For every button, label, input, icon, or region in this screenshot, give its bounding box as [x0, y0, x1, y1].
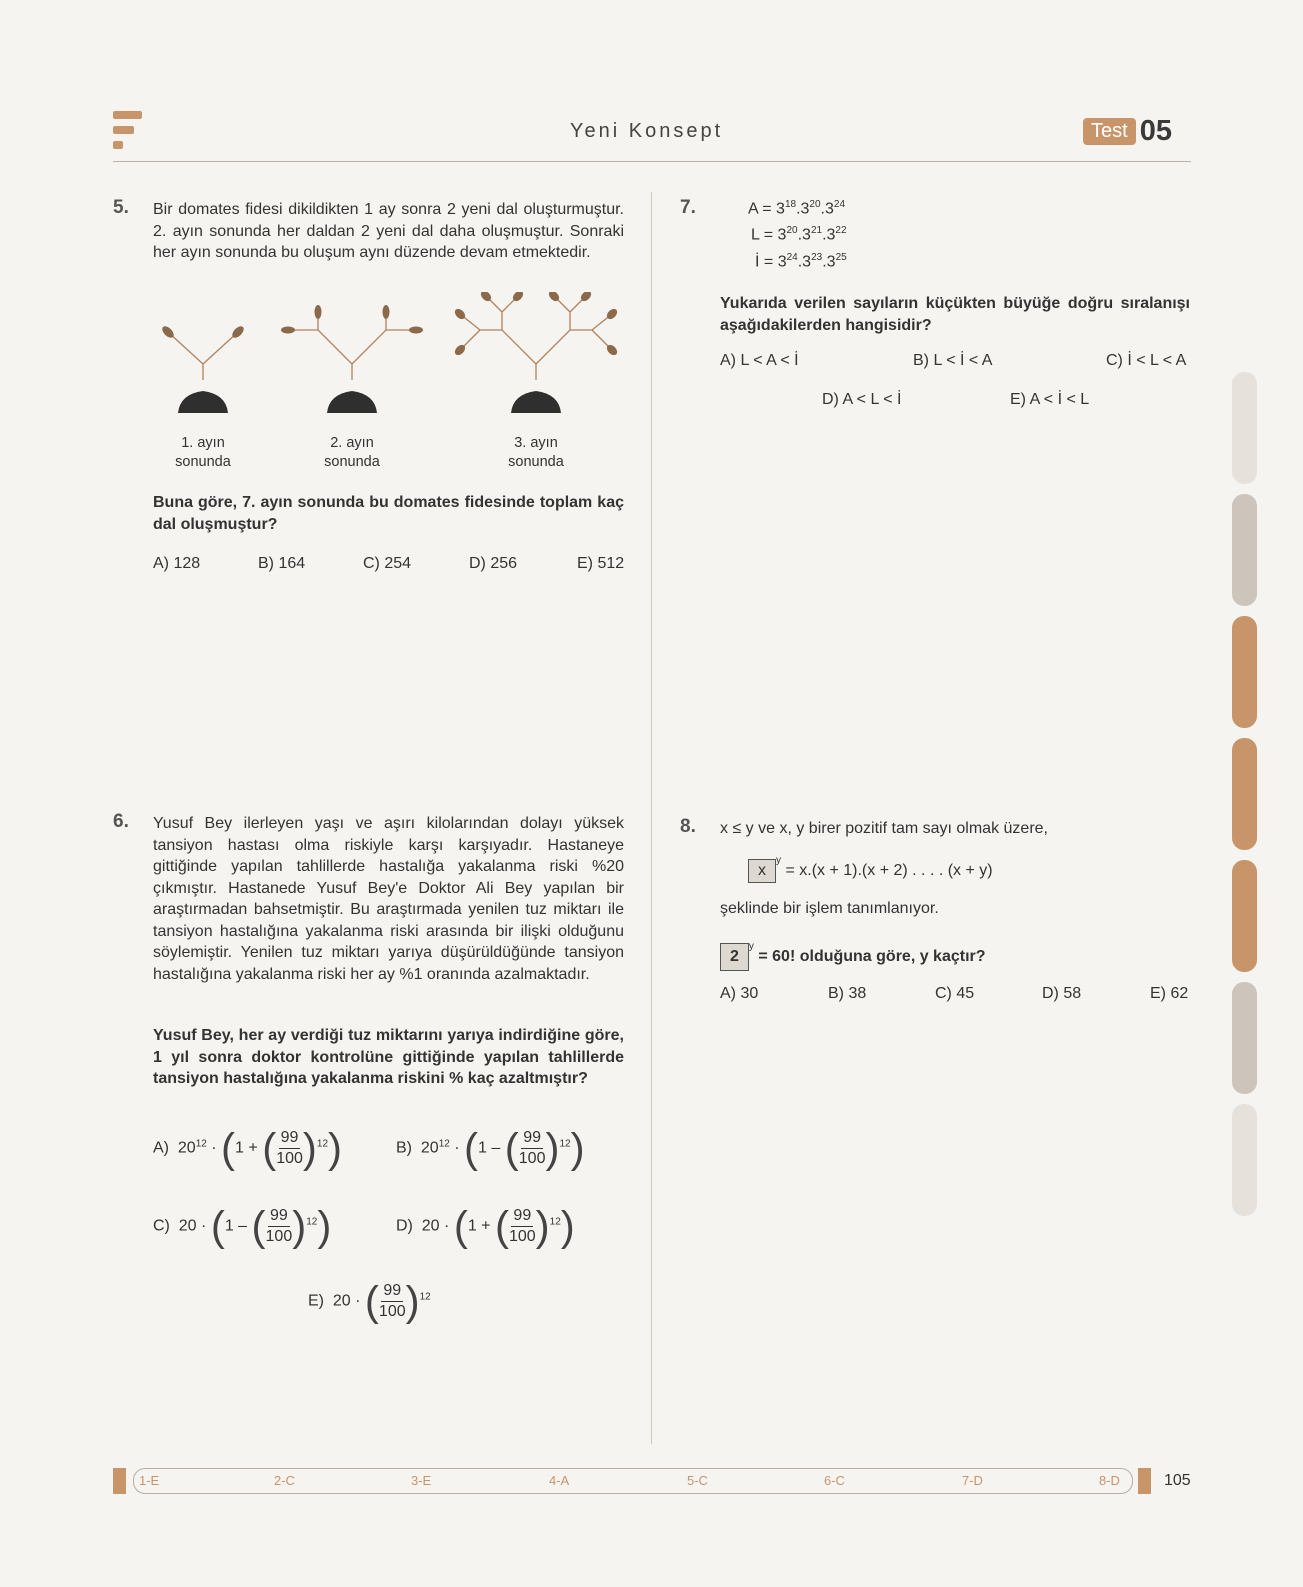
footer-marker-right	[1138, 1468, 1151, 1494]
header-divider	[113, 161, 1191, 162]
q5-caption-2: 2. ayın sonunda	[324, 435, 380, 470]
q6-option-d[interactable]: D) 20 · (1 + ( $\frac{99}{100}$ )$^{12}$)	[396, 1202, 575, 1250]
answer-key-3: 3-E	[411, 1473, 432, 1488]
side-tab-6[interactable]	[1232, 982, 1257, 1094]
q8-option-a[interactable]: A) 30	[720, 985, 759, 1002]
side-tab-3[interactable]	[1232, 616, 1257, 728]
q5-question: Buna göre, 7. ayın sonunda bu domates fidesinde toplam kaç dal oluşmuştur?	[153, 494, 624, 533]
q6-option-c[interactable]: C) 20 · (1 – ( $\frac{99}{100}$ )$^{12}$)	[153, 1202, 332, 1250]
q6-option-e[interactable]: E) 20 · ( $\frac{99}{100}$ )$^{12}$	[308, 1277, 431, 1325]
side-tab-7[interactable]	[1232, 1104, 1257, 1216]
q7-question: Yukarıda verilen sayıların küçükten büyüğe doğru sıralanışı aşağıdakilerden hangisidir?	[720, 295, 1190, 334]
q7-option-d[interactable]: D) A < L < İ	[822, 391, 902, 408]
q7-number: 7.	[680, 197, 696, 218]
side-tab-2[interactable]	[1232, 494, 1257, 606]
q5-option-c[interactable]: C) 254	[363, 555, 412, 572]
q8-option-e[interactable]: E) 62	[1150, 985, 1189, 1002]
q8-operator-box: x	[748, 859, 776, 883]
q8-question: $2^y = 60$! olduğuna göre, y kaçtır?	[720, 936, 986, 971]
q8-option-c[interactable]: C) 45	[935, 985, 975, 1002]
answer-key-1: 1-E	[139, 1473, 160, 1488]
q5-number: 5.	[113, 197, 129, 218]
q6-option-b[interactable]: B) $20^{12} \cdot (1$ – ( $\frac{99}{100}$ )$^{12}$)	[396, 1124, 585, 1172]
q6-number: 6.	[113, 811, 129, 832]
q7-option-e[interactable]: E) A < İ < L	[1010, 391, 1090, 408]
q8-after: şeklinde bir işlem tanımlanıyor.	[720, 900, 939, 917]
q8-option-d[interactable]: D) 58	[1042, 985, 1082, 1002]
answer-key-7: 7-D	[962, 1473, 983, 1488]
q8-number: 8.	[680, 816, 696, 837]
q8-option-b[interactable]: B) 38	[828, 985, 867, 1002]
q5-option-d[interactable]: D) 256	[469, 555, 518, 572]
q7-option-c[interactable]: C) İ < L < A	[1106, 352, 1187, 369]
side-tab-1[interactable]	[1232, 372, 1257, 484]
q5-caption-3: 3. ayın sonunda	[508, 435, 564, 470]
q5-text: Bir domates fidesi dikildikten 1 ay sonra 2 yeni dal oluşturmuştur. 2. ayın sonunda her daldan 2 yeni dal daha oluşmuştur. Sonraki her ayın sonunda bu oluşum aynı düzende devam etmektedir.	[153, 201, 624, 261]
test-indicator	[1083, 115, 1172, 148]
q5-option-e[interactable]: E) 512	[577, 555, 625, 572]
q7-option-a[interactable]: A) L < A < İ	[720, 352, 799, 369]
answer-key-6: 6-C	[824, 1473, 845, 1488]
q6-question: Yusuf Bey, her ay verdiği tuz miktarını yarıya indirdiğine göre, 1 yıl sonra doktor kontrolüne gittiğinde yapılan tahlillerde tansiyon hastalığına yakalanma riskini % kaç azaltmıştır?	[153, 1027, 624, 1087]
q7-equation-a: $A = 3^{18}.3^{20}.3^{24}$	[748, 199, 846, 218]
tomato-plant-diagram	[150, 292, 630, 427]
q5-option-b[interactable]: B) 164	[258, 555, 306, 572]
q7-equation-i: İ = $3^{24}.3^{23}.3^{25}$	[755, 252, 847, 271]
test-number: 05	[1139, 115, 1172, 147]
side-tab-4[interactable]	[1232, 738, 1257, 850]
q5-option-a[interactable]: A) 128	[153, 555, 201, 572]
q8-operator-box-2: 2	[720, 943, 749, 971]
q8-definition: $x^y = x.(x + 1).(x + 2)$ . . . . (x + y)	[748, 855, 993, 883]
footer-marker-left	[113, 1468, 126, 1494]
side-tab-5[interactable]	[1232, 860, 1257, 972]
q8-intro: x ≤ y ve x, y birer pozitif tam sayı olmak üzere,	[720, 820, 1048, 837]
q7-equation-l: $L = 3^{20}.3^{21}.3^{22}$	[751, 225, 847, 244]
answer-key-5: 5-C	[687, 1473, 708, 1488]
q7-option-b[interactable]: B) L < İ < A	[913, 352, 993, 369]
q5-caption-1: 1. ayın sonunda	[175, 435, 231, 470]
answer-key-8: 8-D	[1099, 1473, 1120, 1488]
q6-option-a[interactable]: A) $20^{12} \cdot (1$ + ( $\frac{99}{100}$ )$^{12}$)	[153, 1124, 343, 1172]
page-number: 105	[1164, 1472, 1191, 1489]
brand-logo	[113, 111, 143, 151]
answer-key-2: 2-C	[274, 1473, 295, 1488]
column-divider	[651, 192, 652, 1444]
answer-key-4: 4-A	[549, 1473, 570, 1488]
test-badge: Test	[1083, 118, 1136, 145]
q6-text: Yusuf Bey ilerleyen yaşı ve aşırı kilolarından dolayı yüksek tansiyon hastası olma riskiyle karşı karşıyadır. Hastaneye gittiğinde yapılan tahlillerde hastalığa yakalanma riski %20 çıkmıştır. Hastanede Yusuf Bey'e Doktor Ali Bey yapılan bir araştırmadan bahsetmiştir. Bu araştırmada yenilen tuz miktarı ile tansiyon hastalığına yakalanma riski arasında bir ilişki olduğunu söylemiştir. Yenilen tuz miktarı yarıya düşürüldüğünde tansiyon hastalığına yakalanma riski her ay %1 oranında azalmaktadır.	[153, 815, 624, 983]
header-title: Yeni Konsept	[570, 120, 724, 142]
